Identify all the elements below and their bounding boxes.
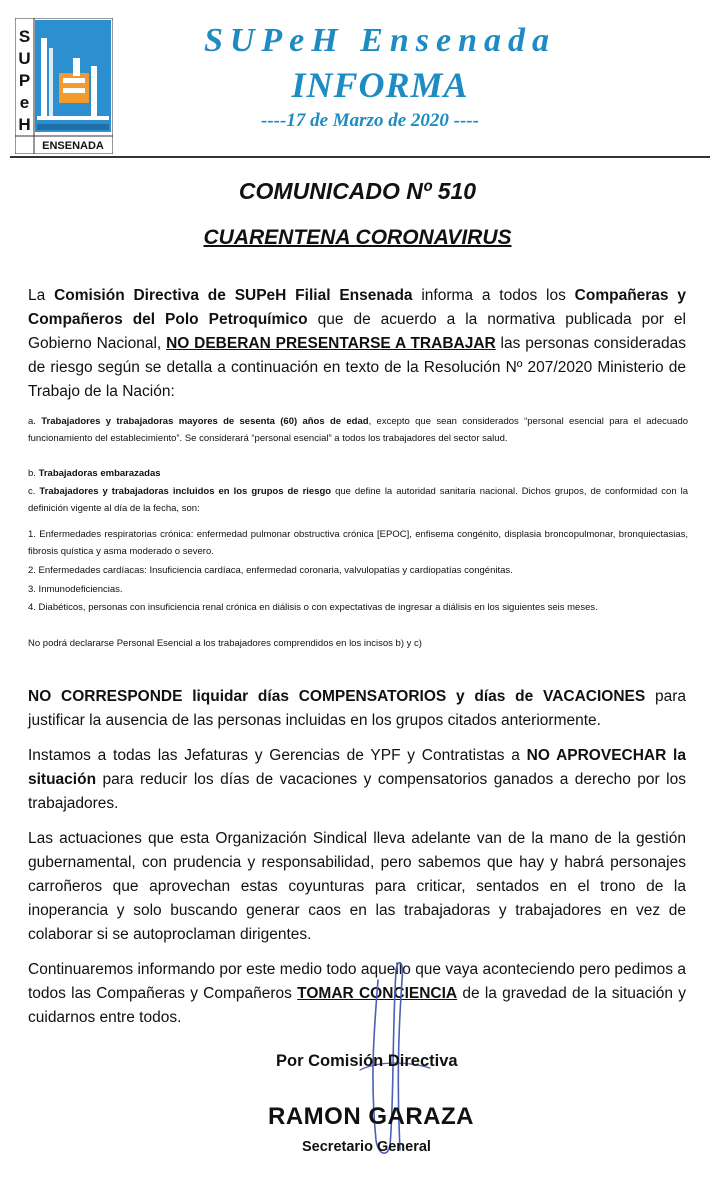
jefaturas-paragraph (28, 744, 686, 816)
bold-text: NO APROVECHAR la situación (28, 747, 686, 788)
text: c. (28, 486, 40, 497)
text: a. (28, 416, 42, 427)
underlined-bold-text: NO DEBERAN PRESENTARSE A TRABAJAR (166, 335, 496, 352)
text: informa a todos los (412, 287, 575, 304)
text: para justificar la ausencia de las personas incluidas en los grupos citados anteriormente. (28, 688, 686, 729)
bold-text: Trabajadores y trabajadoras incluidos en los grupos de riesgo (39, 486, 332, 497)
resolution-item-b (28, 465, 688, 482)
actuaciones-paragraph: Las actuaciones que esta Organización Sindical lleva adelante van de la mano de la gestión gubernamental, con prudencia y responsabilidad, pero sabemos que hay y habrá personajes carroñeros que aprovechan estas coyunturas para criticar, sentados en el trono de la inoperancia y solo buscando generar caos en las trabajadoras y trabajadores en vez de colaborar si se autoproclaman dirigentes. (28, 830, 686, 943)
signatory-name: RAMON GARAZA (268, 1103, 474, 1130)
supeh-logo (15, 18, 113, 154)
text: Instamos a todas las Jefaturas y Gerencias de YPF y Contratistas a (28, 747, 527, 764)
subtitle-text: CUARENTENA CORONAVIRUS (203, 226, 512, 249)
logo-label: ENSENADA (42, 140, 104, 152)
text: que de acuerdo a la normativa publicada por el Gobierno Nacional, (28, 311, 686, 352)
logo-letter: H (18, 115, 31, 134)
logo-letter: S (18, 27, 31, 46)
signatory-role: Secretario General (302, 1139, 431, 1155)
logo-letter: P (18, 71, 31, 90)
header-informa: INFORMA (291, 65, 469, 105)
header-date: ----17 de Marzo de 2020 ---- (261, 110, 479, 131)
text: que define la autoridad sanitaria nacional. Dichos grupos, de conformidad con la definición vigente al día de la fecha, son: (28, 486, 688, 515)
bold-text: Trabajadoras embarazadas (38, 468, 161, 479)
text: para reducir los días de vacaciones y compensatorios ganados a derecho por los trabajadores. (28, 771, 686, 812)
bold-text: Comisión Directiva de SUPeH Filial Ensenada (54, 287, 413, 304)
bold-text: NO CORRESPONDE liquidar días COMPENSATORIOS y días de VACACIONES (28, 688, 646, 705)
communique-subtitle (0, 226, 715, 250)
intro-paragraph (28, 284, 686, 404)
communique-title: COMUNICADO Nº 510 (238, 178, 477, 204)
risk-group-item: 4. Diabéticos, personas con insuficiencia renal crónica en diálisis o con expectativas de ingresar a diálisis en los siguientes seis meses. (28, 602, 598, 613)
bold-text: Compañeras y Compañeros del Polo Petroquímico (28, 287, 686, 328)
resolution-item-c (28, 483, 688, 518)
text: , excepto que sean considerados “personal esencial para el adecuado funcionamiento del establecimiento”. Se considerará “personal esencial” a todos los trabajadores del sector salud. (28, 416, 689, 445)
text: La (28, 287, 55, 304)
logo-letter: U (18, 49, 31, 68)
compensatorios-paragraph (28, 685, 686, 733)
risk-group-item: 1. Enfermedades respiratorias crónica: enfermedad pulmonar obstructiva crónica [EPOC], enfisema congénito, displasia broncopulmonar, bronquiectasias, fibrosis quística y asma moderado o severo. (28, 529, 688, 558)
text: las personas consideradas de riesgo según se detalla a continuación en texto de la Resolución Nº 207/2020 Ministerio de Trabajo de la Nación: (28, 335, 686, 400)
bold-text: Trabajadores y trabajadoras mayores de sesenta (60) años de edad (41, 416, 369, 427)
header-divider (10, 156, 710, 158)
resolution-note: No podrá declararse Personal Esencial a los trabajadores comprendidos en los incisos b) y c) (28, 638, 422, 649)
text: Continuaremos informando por este medio todo aquello que vaya aconteciendo pero pedimos a todos las Compañeras y Compañeros (28, 961, 686, 1002)
header-title: SUPeH Ensenada (203, 22, 557, 59)
signature-for: Por Comisión Directiva (276, 1052, 458, 1070)
resolution-item-a (28, 413, 688, 448)
text: b. (28, 468, 39, 479)
risk-group-item: 3. Inmunodeficiencias. (28, 584, 123, 595)
text: de la gravedad de la situación y cuidarnos entre todos. (28, 985, 686, 1026)
underlined-bold-text: TOMAR CONCIENCIA (297, 985, 458, 1002)
logo-letter: e (19, 93, 30, 112)
risk-group-item: 2. Enfermedades cardíacas: Insuficiencia cardíaca, enfermedad coronaria, valvulopatías y cardiopatías congénitas. (28, 565, 513, 576)
